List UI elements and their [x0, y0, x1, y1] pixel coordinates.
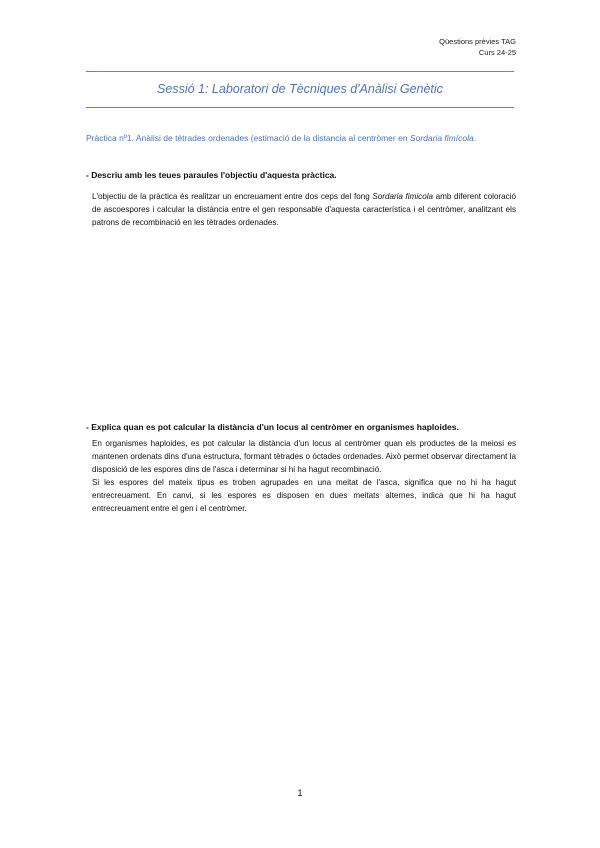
session-title: Sessió 1: Laboratori de Tècniques d'Anàlisi Genètic: [157, 82, 443, 96]
question-2: - Explica quan es pot calcular la distància d'un locus al centròmer en organismes haploides.: [86, 422, 459, 432]
answer-1-species: Sordaria fimicola: [372, 192, 433, 201]
answer-2-paragraph-2: Si les espores del mateix tipus es troben agrupades en una meitat de l'asca, significa que no hi ha hagut entrecreuament. En canvi, si les espores es disposen en dues meitats alternes, indica que hi ha hagut entrecreuament entre el gen i el centròmer.: [92, 478, 516, 513]
header-course-title: Qüestions prèvies TAG: [439, 37, 516, 46]
question-1: - Descriu amb les teues paraules l'objectiu d'aquesta pràctica.: [86, 170, 337, 180]
practice-species: Sordaria fimícola: [409, 133, 474, 143]
practice-heading: [86, 131, 518, 146]
header-course-year: Curs 24-25: [478, 48, 516, 57]
page-number: 1: [297, 788, 303, 798]
practice-heading-text: Pràctica nº1. Anàlisi de tètrades ordenades (estimació de la distancia al centròmer en: [86, 133, 410, 143]
practice-heading-end: .: [473, 133, 477, 143]
answer-1: [92, 190, 516, 229]
answer-2: [92, 437, 516, 515]
title-rule-top: [86, 71, 514, 72]
title-rule-bottom: [86, 107, 514, 108]
answer-1-text-a: L'objectiu de la pràctica és realitzar un encreuament entre dos ceps del fong: [92, 192, 373, 201]
running-header: [439, 36, 516, 58]
answer-1-text-b: amb diferent coloració de ascoespores i calcular la distància entre el gen responsable d'aquesta característica i el centròmer, analitzant els patrons de recombinació en les tètrades ordenades.: [92, 192, 516, 227]
answer-2-paragraph-1: En organismes haploides, es pot calcular la distància d'un locus al centròmer quan els productes de la meiosi es mantenen ordenats dins d'una estructura, formant tètrades o òctades ordenades. Això permet observar directament la disposició de les espores dins de l'asca i determinar si hi ha hagut recombinació.: [92, 439, 516, 474]
